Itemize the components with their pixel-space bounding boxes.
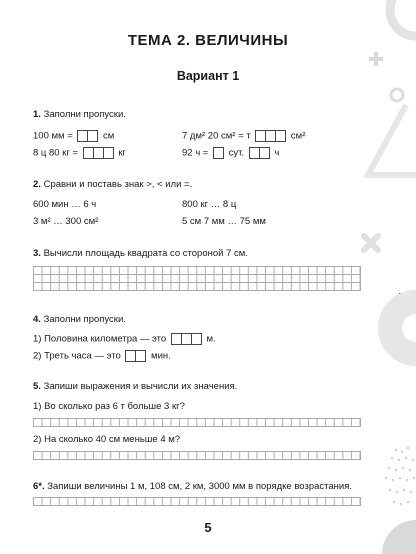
task-1-d-mid: сут.	[228, 147, 245, 159]
task-1-c-right: см²	[290, 130, 306, 142]
variant-heading: Вариант 1	[176, 69, 240, 83]
task-4-item-1	[33, 333, 216, 345]
task-1-heading	[33, 109, 126, 120]
task-3-text: Вычисли площадь квадрата со стороной 7 см.	[43, 248, 248, 259]
answer-line-task-5-1[interactable]	[33, 418, 361, 427]
task-4-2-text: 2) Треть часа — это	[33, 350, 121, 362]
task-4-number: 4.	[33, 314, 41, 325]
task-5-item-1: 1) Во сколько раз 6 т больше 3 кг?	[33, 401, 185, 412]
small-circle-decoration	[391, 89, 403, 101]
task-5-heading	[33, 381, 237, 392]
page-number: 5	[204, 520, 212, 535]
task-1-b-right: кг	[118, 147, 126, 159]
task-1-item-d	[182, 147, 279, 159]
answer-boxes[interactable]	[213, 147, 224, 159]
page-title: ТЕМА 2. ВЕЛИЧИНЫ	[127, 32, 289, 49]
task-1-a-right: см	[103, 130, 115, 142]
task-4-1-text: 1) Половина километра — это	[33, 333, 167, 345]
task-1-item-b	[33, 147, 126, 159]
task-4-item-2	[33, 350, 171, 362]
task-2-item-c: 800 кг … 8 ц	[182, 199, 237, 210]
task-2-item-d: 5 см 7 мм … 75 мм	[182, 216, 266, 227]
answer-boxes[interactable]	[83, 147, 114, 159]
cross-decoration	[364, 236, 378, 250]
task-1-item-c	[182, 130, 305, 142]
task-1-b-left: 8 ц 80 кг =	[33, 147, 79, 159]
task-4-2-unit: мин.	[151, 350, 171, 362]
task-2-text: Сравни и поставь знак >, < или =.	[43, 179, 193, 190]
task-3-heading	[33, 248, 248, 259]
task-6-text: Запиши величины 1 м, 108 см, 2 км, 3000 мм в порядке возрастания.	[47, 481, 352, 492]
decorative-shapes	[356, 0, 416, 554]
task-1-number: 1.	[33, 109, 41, 120]
triangle-decoration	[368, 105, 416, 175]
task-1-text: Заполни пропуски.	[43, 109, 126, 120]
answer-boxes[interactable]	[255, 130, 286, 142]
task-1-a-left: 100 мм =	[33, 130, 73, 142]
answer-boxes[interactable]	[249, 147, 270, 159]
answer-boxes[interactable]	[125, 350, 146, 362]
half-circle-decoration	[378, 290, 416, 366]
task-1-c-left: 7 дм² 20 см² =	[182, 130, 244, 142]
task-1-item-a	[33, 130, 114, 142]
task-4-1-unit: м.	[206, 333, 216, 345]
task-2-heading	[33, 179, 192, 190]
task-6-number: 6*.	[33, 481, 45, 492]
task-4-text: Заполни пропуски.	[43, 314, 126, 325]
task-1-d-left: 92 ч =	[182, 147, 209, 159]
task-2-item-a: 600 мин … 6 ч	[33, 199, 97, 210]
task-1-c-mid: т	[246, 130, 251, 142]
plus-decoration	[374, 52, 378, 66]
circle-ring-decoration	[390, 0, 416, 36]
task-1-d-right: ч	[274, 147, 280, 159]
answer-grid-task-3[interactable]	[33, 266, 361, 291]
task-5-number: 5.	[33, 381, 41, 392]
answer-boxes[interactable]	[171, 333, 202, 345]
task-4-heading	[33, 314, 126, 325]
task-3-number: 3.	[33, 248, 41, 259]
task-5-text: Запиши выражения и вычисли их значения.	[43, 381, 238, 392]
task-2-number: 2.	[33, 179, 41, 190]
task-5-item-2: 2) На сколько 40 см меньше 4 м?	[33, 434, 181, 445]
answer-line-task-5-2[interactable]	[33, 451, 361, 460]
answer-line-task-6[interactable]	[33, 497, 361, 506]
task-2-item-b: 3 м² … 300 см²	[33, 216, 99, 227]
dots-decoration	[385, 447, 415, 505]
answer-boxes[interactable]	[77, 130, 98, 142]
task-6-heading	[33, 481, 352, 492]
plus-small-decoration	[399, 293, 401, 307]
